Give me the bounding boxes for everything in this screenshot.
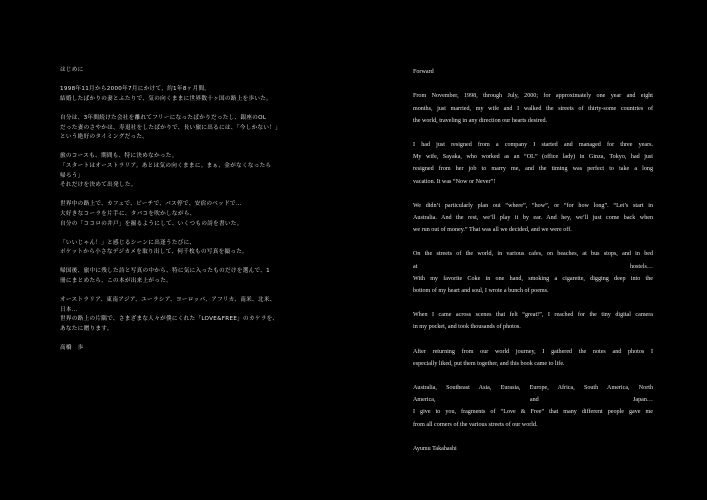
english-text-line: After returning from our world journey, I gathered the notes and photos I [413, 348, 653, 355]
japanese-text-line: 「いいじゃん！」と感じるシーンに出逢うたびに、 [60, 239, 196, 246]
japanese-paragraph [60, 239, 340, 258]
english-text-line: When I came across scenes that felt “great!”, I reached for the tiny digital camera [413, 312, 653, 319]
english-text-line: With my favorite Coke in one hand, smoking a cigarette, digging deep into the [413, 275, 653, 282]
english-foreword [413, 66, 653, 467]
english-text-line: bottom of my heart and soul, I wrote a bunch of poems. [413, 288, 549, 295]
english-text-line: from all corners of the various streets of our world. [413, 421, 538, 428]
japanese-text-line: あなたに贈ります。 [60, 326, 113, 333]
japanese-text-line: だった妻のさやかは、寿退社をしたばかりで、長い旅に出るには、「今しかない！」 [60, 124, 282, 131]
english-text-line: we run out of money.” That was all we decided, and we were off. [413, 227, 572, 234]
english-text-line: Ayumu Takahashi [413, 445, 457, 452]
english-text-line: months, just married, my wife and I walked the streets of thirty-some countries of [413, 105, 653, 112]
english-paragraph [413, 248, 653, 297]
english-text-line: vacation. It was “Now or Never”! [413, 178, 496, 185]
english-text-line: On the streets of the world, in various cafes, on beaches, at bus stops, and in bed [413, 251, 653, 258]
english-text-line: I give to you, fragments of “Love & Free” that many different people gave me [413, 409, 653, 416]
english-paragraph [413, 200, 653, 237]
english-paragraph [413, 443, 653, 455]
japanese-paragraph [60, 114, 340, 143]
japanese-text-line: ポケットから小さなデジカメを取り出して、何千枚もの写真を撮った。 [60, 249, 249, 256]
english-text-line: especially liked, put them together, and this book came to life. [413, 360, 565, 367]
english-heading: Forward [413, 69, 434, 75]
japanese-text-line: 大好きなコーラを片手に、タバコを吹かしながら、 [60, 210, 196, 217]
japanese-text-line: 旅のコースも、期間も、特に決めなかった。 [60, 153, 178, 160]
english-text-line: We didn’t particularly plan out “where”, “how”, or “for how long”. “Let’s start in [413, 202, 653, 209]
japanese-text-line: 自分は、3年間続けた会社を離れてフリーになったばかりだったし、銀座のOL [60, 114, 267, 121]
english-paragraph [413, 382, 653, 431]
english-text-line: at hostels… [413, 263, 653, 270]
japanese-text-line: 冊にまとめたら、この本が出来上がった。 [60, 278, 172, 285]
japanese-text-line: という絶好のタイミングだった。 [60, 134, 149, 141]
english-paragraph [413, 346, 653, 370]
japanese-foreword [60, 66, 340, 363]
japanese-text-line: 世界の路上の片隅で、さまざまな人々が僕にくれた「LOVE&FREE」のカケラを、 [60, 316, 279, 323]
english-paragraph [413, 309, 653, 333]
japanese-heading: はじめに [60, 67, 84, 73]
japanese-text-line: 世界中の路上で、カフェで、ビーチで、バス停で、安宿のベッドで… [60, 201, 242, 208]
english-text-line: the world, traveling in any direction our hearts desired. [413, 117, 548, 124]
english-text-line: America, and Japan… [413, 397, 653, 404]
japanese-text-line: オーストラリア、東南アジア、ユーラシア、ヨーロッパ、アフリカ、南米、北米、 [60, 297, 276, 304]
japanese-paragraph [60, 152, 340, 190]
english-paragraph [413, 90, 653, 127]
japanese-text-line: 帰ろう」 [60, 172, 84, 179]
japanese-body [60, 85, 340, 354]
japanese-text-line: 日本… [60, 306, 78, 313]
japanese-text-line: それだけを決めて出発した。 [60, 182, 137, 189]
right-page [353, 0, 707, 500]
english-text-line: resigned from her job to marry me, and the timing was perfect to take a long [413, 166, 653, 173]
english-text-line: My wife, Sayaka, who worked as an “OL” (office lady) in Ginza, Tokyo, had just [413, 154, 653, 161]
japanese-text-line: 自分の「ココロの井戸」を掘るようにして、いくつもの詩を書いた。 [60, 220, 243, 227]
left-page [0, 0, 353, 500]
japanese-paragraph [60, 85, 340, 104]
japanese-text-line: 高橋 歩 [60, 345, 84, 352]
japanese-text-line: 「スタートはオーストラリア。あとは気の向くままに。まぁ、金がなくなったら [60, 162, 272, 169]
japanese-text-line: 1998年11月から2000年7月にかけて、約1年8ヶ月間。 [60, 86, 211, 93]
japanese-paragraph [60, 200, 340, 229]
japanese-paragraph [60, 344, 340, 354]
english-body [413, 90, 653, 455]
japanese-paragraph [60, 267, 340, 286]
japanese-text-line: 帰国後、旅中に残した詩と写真の中から、特に気に入ったものだけを選んで、1 [60, 268, 271, 275]
english-text-line: Australia. And the rest, we’ll play it by ear. And hey, we’ll just come back when [413, 215, 653, 222]
english-text-line: in my pocket, and took thousands of photos. [413, 324, 521, 331]
english-text-line: From November, 1998, through July, 2000; for approximately one year and eight [413, 93, 653, 100]
english-text-line: Australia, Southeast Asia, Eurasia, Europe, Africa, South America, North [413, 385, 653, 392]
english-paragraph [413, 139, 653, 188]
japanese-text-line: 結婚したばかりの妻とふたりで、気の向くままに世界数十ヶ国の路上を歩いた。 [60, 95, 273, 102]
english-text-line: I had just resigned from a company I started and managed for three years. [413, 142, 653, 148]
japanese-paragraph [60, 296, 340, 334]
